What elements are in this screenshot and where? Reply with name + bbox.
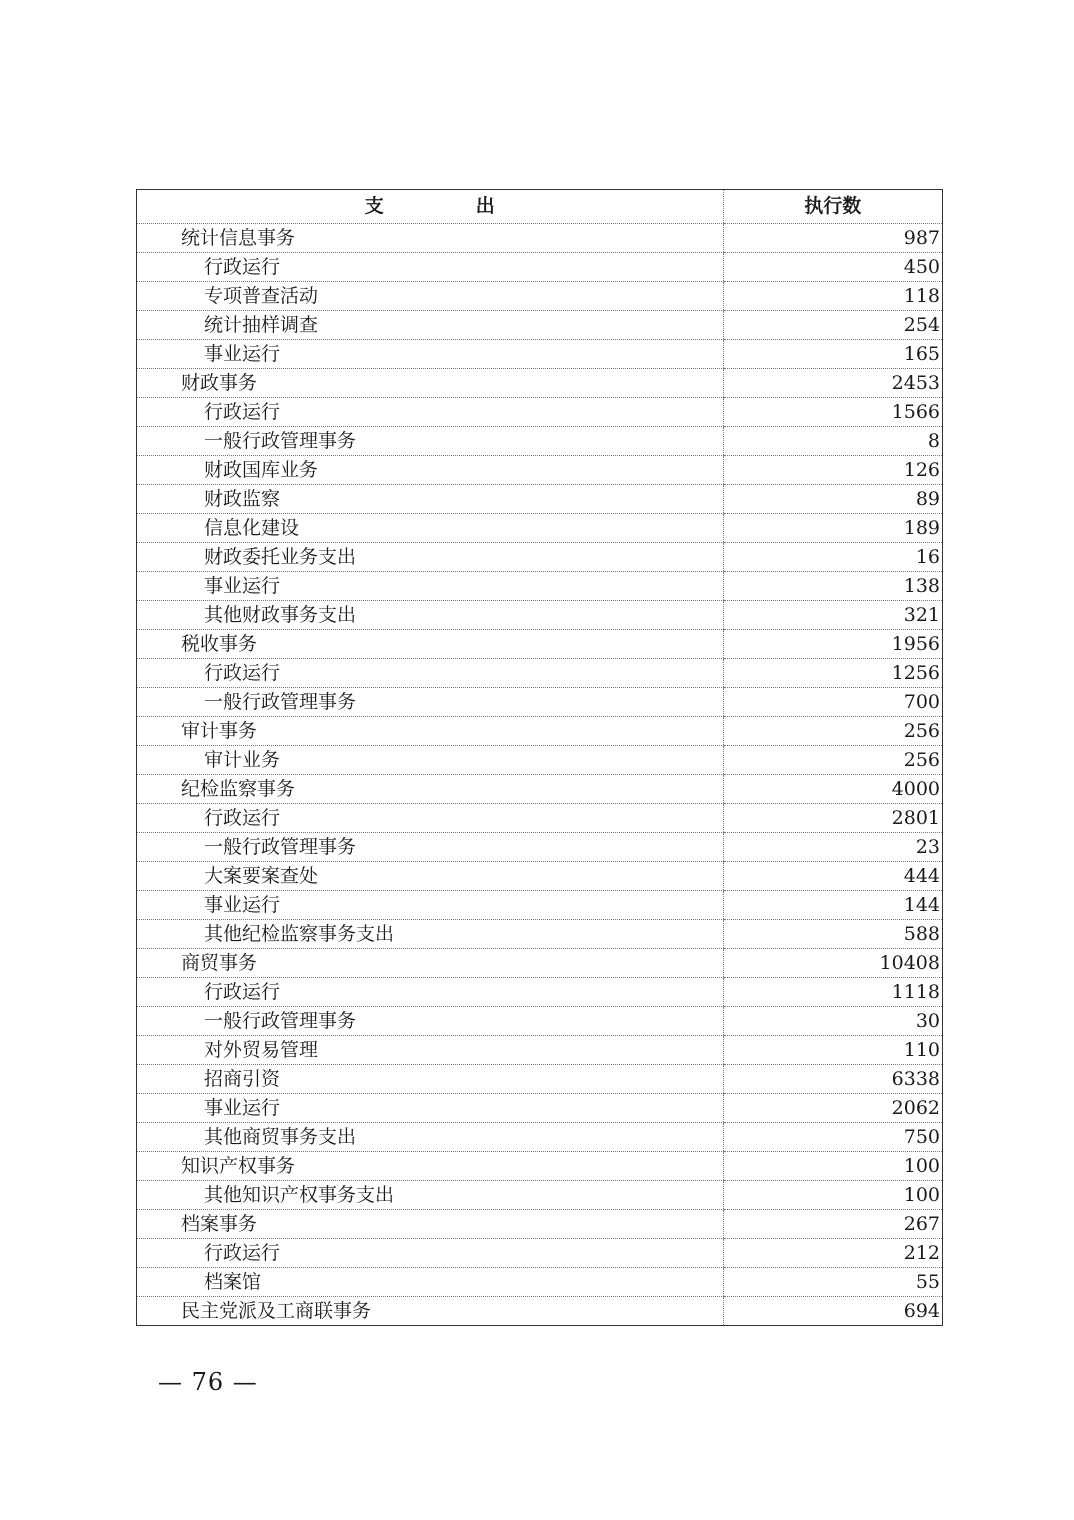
table-row bbox=[137, 1296, 942, 1325]
table-row bbox=[137, 890, 942, 919]
table-header-row bbox=[137, 190, 942, 223]
table-row bbox=[137, 1006, 942, 1035]
table-row bbox=[137, 310, 942, 339]
executed-amount: 1566 bbox=[723, 397, 942, 426]
category-name: 财政事务 bbox=[137, 368, 723, 397]
category-name: 档案事务 bbox=[137, 1209, 723, 1238]
executed-amount: 55 bbox=[723, 1267, 942, 1296]
table-row bbox=[137, 600, 942, 629]
executed-amount: 16 bbox=[723, 542, 942, 571]
table-row bbox=[137, 1093, 942, 1122]
executed-amount: 256 bbox=[723, 745, 942, 774]
category-name: 税收事务 bbox=[137, 629, 723, 658]
subcategory-name: 专项普查活动 bbox=[137, 281, 723, 310]
table-row bbox=[137, 629, 942, 658]
table-row bbox=[137, 455, 942, 484]
executed-amount: 118 bbox=[723, 281, 942, 310]
subcategory-name: 统计抽样调查 bbox=[137, 310, 723, 339]
executed-amount: 1118 bbox=[723, 977, 942, 1006]
table-row bbox=[137, 1238, 942, 1267]
subcategory-name: 其他知识产权事务支出 bbox=[137, 1180, 723, 1209]
executed-amount: 267 bbox=[723, 1209, 942, 1238]
subcategory-name: 财政监察 bbox=[137, 484, 723, 513]
subcategory-name: 信息化建设 bbox=[137, 513, 723, 542]
executed-amount: 138 bbox=[723, 571, 942, 600]
executed-amount: 2453 bbox=[723, 368, 942, 397]
category-name: 纪检监察事务 bbox=[137, 774, 723, 803]
executed-amount: 4000 bbox=[723, 774, 942, 803]
executed-amount: 126 bbox=[723, 455, 942, 484]
executed-amount: 100 bbox=[723, 1180, 942, 1209]
table-row bbox=[137, 919, 942, 948]
subcategory-name: 行政运行 bbox=[137, 397, 723, 426]
table-row bbox=[137, 977, 942, 1006]
table-row bbox=[137, 542, 942, 571]
table-row bbox=[137, 1151, 942, 1180]
executed-amount: 321 bbox=[723, 600, 942, 629]
table-row bbox=[137, 716, 942, 745]
subcategory-name: 事业运行 bbox=[137, 339, 723, 368]
table-row bbox=[137, 803, 942, 832]
table-row bbox=[137, 339, 942, 368]
executed-amount: 444 bbox=[723, 861, 942, 890]
executed-amount: 144 bbox=[723, 890, 942, 919]
page-number: — 76 — bbox=[158, 1368, 258, 1396]
executed-amount: 450 bbox=[723, 252, 942, 281]
table-row bbox=[137, 1064, 942, 1093]
category-name: 民主党派及工商联事务 bbox=[181, 1299, 372, 1322]
expenditure-table bbox=[137, 190, 942, 1325]
subcategory-name: 对外贸易管理 bbox=[137, 1035, 723, 1064]
table-row bbox=[137, 658, 942, 687]
table-row bbox=[137, 223, 942, 252]
header-expenditure: 支出 bbox=[137, 190, 723, 223]
header-executed-amount: 执行数 bbox=[723, 190, 942, 223]
subcategory-name: 行政运行 bbox=[137, 803, 723, 832]
table-row bbox=[137, 745, 942, 774]
table-row bbox=[137, 1035, 942, 1064]
executed-amount: 189 bbox=[723, 513, 942, 542]
executed-amount: 1256 bbox=[723, 658, 942, 687]
table-row bbox=[137, 397, 942, 426]
table-row bbox=[137, 281, 942, 310]
category-name: 统计信息事务 bbox=[137, 223, 723, 252]
subcategory-name: 财政国库业务 bbox=[137, 455, 723, 484]
subcategory-name: 行政运行 bbox=[137, 977, 723, 1006]
table-row bbox=[137, 252, 942, 281]
executed-amount: 110 bbox=[723, 1035, 942, 1064]
table-body bbox=[137, 223, 942, 1325]
subcategory-name: 一般行政管理事务 bbox=[137, 426, 723, 455]
subcategory-name: 其他纪检监察事务支出 bbox=[137, 919, 723, 948]
executed-amount: 987 bbox=[723, 223, 942, 252]
subcategory-name: 档案馆 bbox=[137, 1267, 723, 1296]
executed-amount: 2062 bbox=[723, 1093, 942, 1122]
table-row bbox=[137, 687, 942, 716]
table-row bbox=[137, 484, 942, 513]
executed-amount: 750 bbox=[723, 1122, 942, 1151]
table-row bbox=[137, 832, 942, 861]
subcategory-name: 一般行政管理事务 bbox=[137, 832, 723, 861]
category-name: 审计事务 bbox=[137, 716, 723, 745]
executed-amount: 10408 bbox=[723, 948, 942, 977]
executed-amount: 100 bbox=[723, 1151, 942, 1180]
table-row bbox=[137, 1267, 942, 1296]
subcategory-name: 一般行政管理事务 bbox=[137, 687, 723, 716]
table-row bbox=[137, 513, 942, 542]
subcategory-name: 行政运行 bbox=[137, 658, 723, 687]
subcategory-name: 其他商贸事务支出 bbox=[137, 1122, 723, 1151]
executed-amount: 1956 bbox=[723, 629, 942, 658]
table-row bbox=[137, 948, 942, 977]
subcategory-name: 大案要案查处 bbox=[137, 861, 723, 890]
subcategory-name: 事业运行 bbox=[137, 571, 723, 600]
subcategory-name: 事业运行 bbox=[137, 890, 723, 919]
executed-amount: 2801 bbox=[723, 803, 942, 832]
executed-amount: 89 bbox=[723, 484, 942, 513]
expenditure-table-container bbox=[136, 189, 943, 1326]
executed-amount: 8 bbox=[723, 426, 942, 455]
executed-amount: 30 bbox=[723, 1006, 942, 1035]
table-row bbox=[137, 571, 942, 600]
executed-amount: 6338 bbox=[723, 1064, 942, 1093]
executed-amount: 588 bbox=[723, 919, 942, 948]
table-row bbox=[137, 1122, 942, 1151]
executed-amount: 256 bbox=[723, 716, 942, 745]
executed-amount: 700 bbox=[723, 687, 942, 716]
executed-amount: 165 bbox=[723, 339, 942, 368]
subcategory-name: 审计业务 bbox=[137, 745, 723, 774]
executed-amount: 212 bbox=[723, 1238, 942, 1267]
table-row bbox=[137, 368, 942, 397]
table-row bbox=[137, 861, 942, 890]
subcategory-name: 一般行政管理事务 bbox=[137, 1006, 723, 1035]
table-row bbox=[137, 1180, 942, 1209]
executed-amount: 254 bbox=[723, 310, 942, 339]
category-name: 知识产权事务 bbox=[137, 1151, 723, 1180]
table-row bbox=[137, 1209, 942, 1238]
executed-amount: 23 bbox=[723, 832, 942, 861]
subcategory-name: 行政运行 bbox=[137, 252, 723, 281]
subcategory-name: 其他财政事务支出 bbox=[137, 600, 723, 629]
executed-amount: 694 bbox=[723, 1296, 942, 1325]
subcategory-name: 财政委托业务支出 bbox=[137, 542, 723, 571]
subcategory-name: 事业运行 bbox=[137, 1093, 723, 1122]
subcategory-name: 行政运行 bbox=[137, 1238, 723, 1267]
table-row bbox=[137, 774, 942, 803]
table-row bbox=[137, 426, 942, 455]
subcategory-name: 招商引资 bbox=[137, 1064, 723, 1093]
category-name: 商贸事务 bbox=[137, 948, 723, 977]
